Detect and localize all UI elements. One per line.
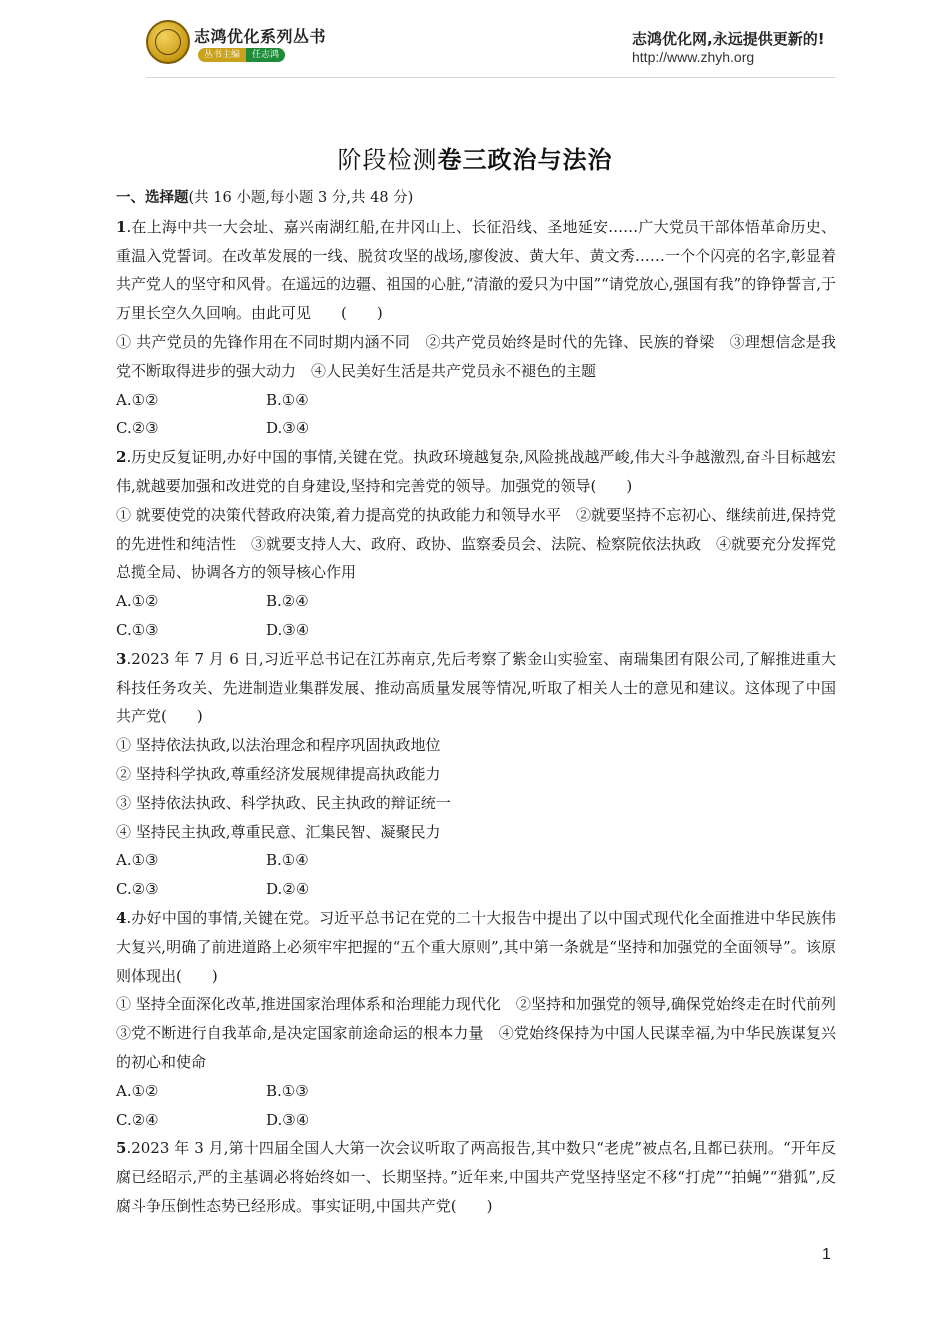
title-part-1: 阶段检测: [337, 146, 438, 174]
option-b[interactable]: B.②④: [266, 592, 309, 611]
question-3-options-row-2: [116, 875, 836, 904]
question-2-options-row-1: [116, 587, 836, 616]
question-number: 4: [116, 908, 127, 927]
question-1-options-row-2: [116, 414, 836, 443]
question-3-statement-2: ② 坚持科学执政,尊重经济发展规律提高执政能力: [116, 764, 441, 783]
question-3-statement-1: ① 坚持依法执政,以法治理念和程序巩固执政地位: [116, 736, 441, 755]
question-2-statements: ① 就要使党的决策代替政府决策,着力提高党的执政能力和领导水平 ②就要坚持不忘初心、继续前进,保持党的先进性和纯洁性 ③就要支持人大、政府、政协、监察委员会、法院、检察院依法执政 ④就要充分发挥党总揽全局、协调各方的领导核心作用: [116, 505, 837, 582]
question-text: .2023 年 7 月 6 日,习近平总书记在江苏南京,先后考察了紫金山实验室、南瑞集团有限公司,了解推进重大科技任务攻关、先进制造业集群发展、推动高质量发展等情况,听取了相关人士的意见和建议。这体现了中国共产党( ): [116, 649, 836, 726]
section-label: 一、选择题: [116, 190, 189, 206]
question-number: 2: [116, 448, 127, 467]
option-b[interactable]: B.①④: [266, 390, 309, 409]
question-4-options-row-2: [116, 1106, 836, 1135]
option-c[interactable]: C.②③: [116, 880, 159, 899]
option-a[interactable]: A.①②: [116, 390, 159, 409]
title-part-2: 卷三政治与法治: [437, 146, 613, 174]
option-a[interactable]: A.①②: [116, 592, 159, 611]
option-b[interactable]: B.①④: [266, 851, 309, 870]
question-list: [116, 184, 852, 1221]
question-4-options-row-1: [116, 1077, 836, 1106]
question-text: .历史反复证明,办好中国的事情,关键在党。执政环境越复杂,风险挑战越严峻,伟大斗争越激烈,奋斗目标越宏伟,就越要加强和改进党的自身建设,坚持和完善党的领导。加强党的领导( ): [116, 448, 836, 495]
question-2-stem: [116, 443, 836, 501]
header-slogan: 志鸿优化网,永远提供更新的!: [632, 30, 825, 48]
question-number: 5: [116, 1139, 127, 1158]
question-5-stem: [116, 1134, 836, 1220]
question-text: .在上海中共一大会址、嘉兴南湖红船,在井冈山上、长征沿线、圣地延安……广大党员干部体悟革命历史、重温入党誓词。在改革发展的一线、脱贫攻坚的战场,廖俊波、黄大年、黄文秀……一个个闪亮的名字,彰显着共产党人的坚守和风骨。在遥远的边疆、祖国的心脏,“清澈的爱只为中国”“请党放心,强国有我”的铮铮誓言,于万里长空久久回响。由此可见 ( ): [116, 217, 836, 323]
editor-role: 丛书主编: [198, 48, 246, 62]
question-text: .办好中国的事情,关键在党。习近平总书记在党的二十大报告中提出了以中国式现代化全面推进中华民族伟大复兴,明确了前进道路上必须牢牢把握的“五个重大原则”,其中第一条就是“坚持和加强党的全面领导”。该原则体现出( ): [116, 908, 836, 985]
question-3-options-row-1: [116, 846, 836, 875]
editor-name: 任志鸿: [246, 48, 285, 62]
question-text: .2023 年 3 月,第十四届全国人大第一次会议听取了两高报告,其中数只“老虎”被点名,且都已获刑。“开年反腐已经昭示,严的主基调必将始终如一、长期坚持。”近年来,中国共产党坚持坚定不移“打虎”“拍蝇”“猎狐”,反腐斗争压倒性态势已经形成。事实证明,中国共产党( ): [116, 1139, 836, 1215]
page-header: [0, 0, 950, 80]
option-c[interactable]: C.②④: [116, 1110, 159, 1129]
page-title: [0, 140, 950, 175]
question-3-statement-3: ③ 坚持依法执政、科学执政、民主执政的辩证统一: [116, 793, 451, 812]
question-3-stem: [116, 645, 836, 731]
question-1-stem: [116, 213, 836, 328]
series-title: 志鸿优化系列丛书: [194, 27, 327, 46]
question-number: 1: [116, 217, 127, 236]
question-4-statements: ① 坚持全面深化改革,推进国家治理体系和治理能力现代化 ②坚持和加强党的领导,确保党始终走在时代前列 ③党不断进行自我革命,是决定国家前途命运的根本力量 ④党始终保持为中国人民谋幸福,为中华民族谋复兴的初心和使命: [116, 995, 852, 1071]
question-number: 3: [116, 649, 127, 668]
page-number: 1: [822, 1246, 831, 1263]
option-d[interactable]: D.③④: [266, 419, 310, 438]
option-c[interactable]: C.②③: [116, 419, 159, 438]
header-url-link[interactable]: http://www.zhyh.org: [632, 49, 755, 65]
editor-bar: [198, 48, 285, 62]
question-4-stem: [116, 904, 836, 990]
section-heading: [116, 184, 836, 213]
section-note: (共 16 小题,每小题 3 分,共 48 分): [188, 190, 414, 206]
option-b[interactable]: B.①③: [266, 1081, 309, 1100]
gold-seal-logo-icon: [146, 20, 190, 64]
option-a[interactable]: A.①③: [116, 851, 159, 870]
option-a[interactable]: A.①②: [116, 1081, 159, 1100]
question-1-options-row-1: [116, 386, 836, 415]
question-3-statement-4: ④ 坚持民主执政,尊重民意、汇集民智、凝聚民力: [116, 822, 441, 841]
option-d[interactable]: D.③④: [266, 1110, 310, 1129]
question-1-statements: ① 共产党员的先锋作用在不同时期内涵不同 ②共产党员始终是时代的先锋、民族的脊梁 ③理想信念是我党不断取得进步的强大动力 ④人民美好生活是共产党员永不褪色的主题: [116, 332, 836, 380]
header-divider: [146, 77, 836, 78]
option-c[interactable]: C.①③: [116, 620, 159, 639]
question-2-options-row-2: [116, 616, 836, 645]
option-d[interactable]: D.②④: [266, 880, 310, 899]
option-d[interactable]: D.③④: [266, 620, 310, 639]
